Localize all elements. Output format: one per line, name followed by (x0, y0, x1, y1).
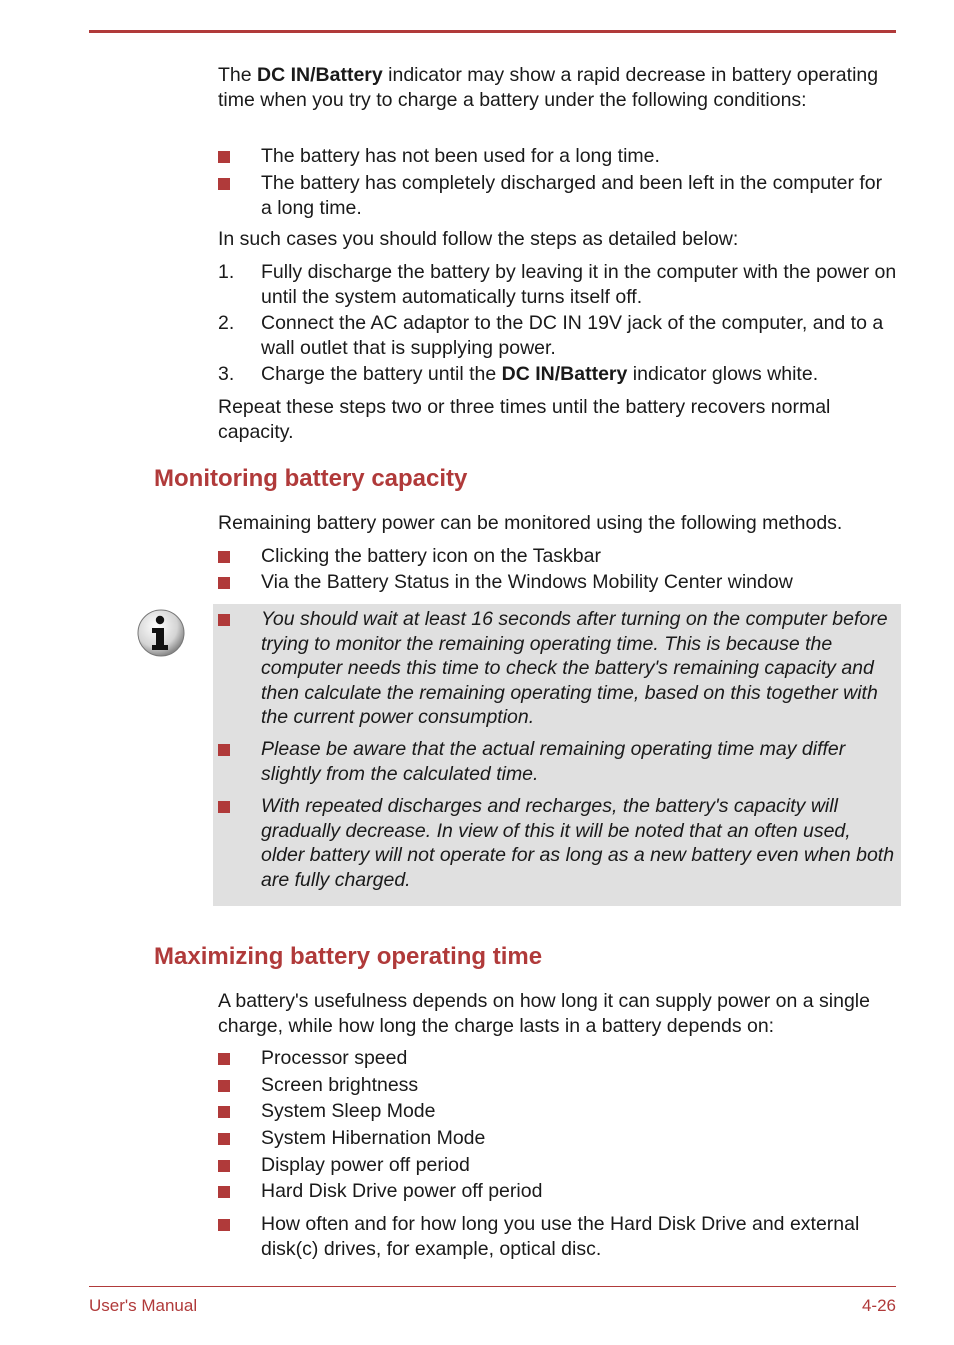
bullet-square (218, 614, 230, 626)
note-box (213, 604, 901, 906)
dc-in-battery-term: DC IN/Battery (257, 64, 383, 86)
intro-paragraph: The DC IN/Battery indicator may show a rapid decrease in battery operating time when you try to charge a battery under the following conditions: (218, 64, 879, 111)
step-item: 2. Connect the AC adaptor to the DC IN 19V jack of the computer, and to a wall outlet that is supplying power. (218, 312, 884, 359)
maximizing-paragraph: A battery's usefulness depends on how long it can supply power on a single charge, while how long the charge lasts in a battery depends on: (218, 990, 870, 1037)
list-item: Display power off period (218, 1153, 898, 1178)
bullet-square (218, 151, 230, 163)
list-item: How often and for how long you use the Hard Disk Drive and external disk(c) drives, for example, optical disc. (218, 1212, 898, 1261)
bullet-square (218, 1219, 230, 1231)
note-item: With repeated discharges and recharges, the battery's capacity will gradually decrease. In view of this it will be noted that an often used, older battery will not operate for as long as a new battery even when both are fully charged. (218, 794, 898, 892)
bullet-square (218, 577, 230, 589)
bullet-square (218, 1186, 230, 1198)
steps-intro: In such cases you should follow the steps as detailed below: (218, 228, 739, 250)
section-heading-maximizing: Maximizing battery operating time (154, 943, 543, 970)
bullet-square (218, 801, 230, 813)
step-item: 1. Fully discharge the battery by leaving it in the computer with the power on until the system automatically turns itself off. (218, 261, 897, 308)
section-heading-monitoring: Monitoring battery capacity (154, 465, 468, 492)
bullet-square (218, 1080, 230, 1092)
note-item: Please be aware that the actual remaining operating time may differ slightly from the calculated time. (218, 737, 898, 786)
bullet-square (218, 1133, 230, 1145)
bottom-rule (89, 1286, 896, 1287)
list-item: Hard Disk Drive power off period (218, 1179, 898, 1204)
bullet-square (218, 1160, 230, 1172)
list-item: The battery has completely discharged and been left in the computer for a long time. (218, 171, 898, 220)
repeat-paragraph: Repeat these steps two or three times until the battery recovers normal capacity. (218, 396, 831, 443)
list-item: System Hibernation Mode (218, 1126, 898, 1151)
bullet-square (218, 1106, 230, 1118)
bullet-square (218, 1053, 230, 1065)
list-item: System Sleep Mode (218, 1099, 898, 1124)
bullet-square (218, 178, 230, 190)
bullet-square (218, 551, 230, 563)
monitoring-paragraph: Remaining battery power can be monitored using the following methods. (218, 512, 843, 534)
list-item: Screen brightness (218, 1073, 898, 1098)
step-item: 3. Charge the battery until the DC IN/Battery indicator glows white. (218, 363, 819, 385)
info-icon (137, 609, 185, 657)
list-item: Processor speed (218, 1046, 898, 1071)
bullet-square (218, 744, 230, 756)
footer-title: User's Manual (89, 1296, 198, 1315)
list-item: Via the Battery Status in the Windows Mobility Center window (218, 570, 898, 595)
note-item: You should wait at least 16 seconds after turning on the computer before trying to monitor the remaining operating time. This is because the computer needs this time to check the battery's remaining capacity and then calculate the remaining operating time, based on this together with the current power consumption. (218, 607, 898, 730)
list-item: Clicking the battery icon on the Taskbar (218, 544, 898, 569)
page-number: 4-26 (861, 1296, 896, 1315)
list-item: The battery has not been used for a long time. (218, 144, 898, 169)
top-rule (89, 30, 896, 33)
